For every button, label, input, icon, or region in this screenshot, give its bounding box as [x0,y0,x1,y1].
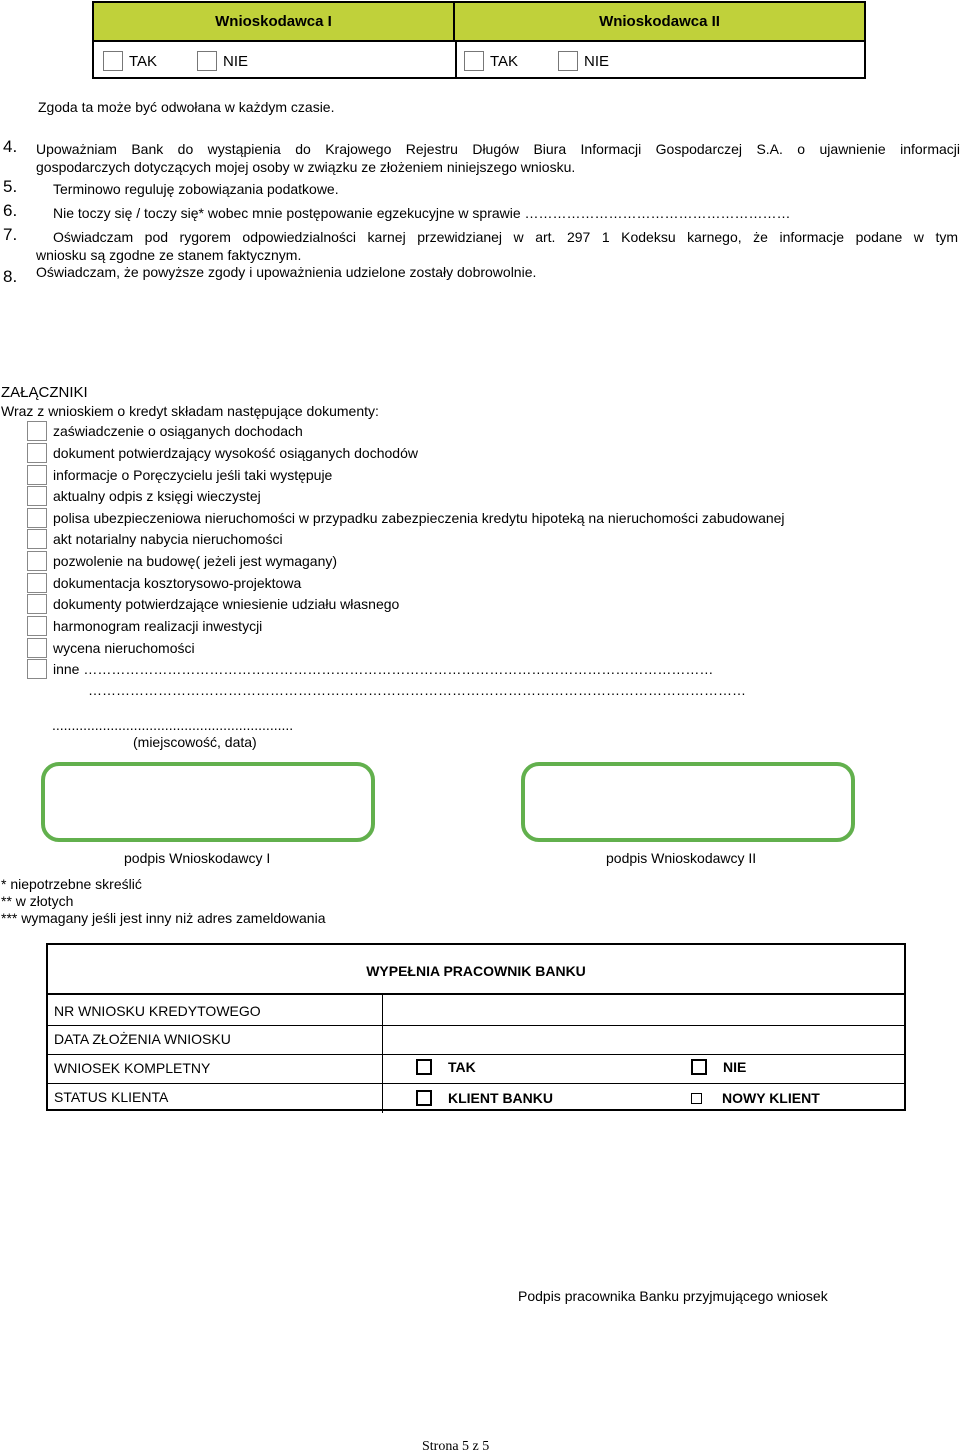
checkbox-icon[interactable] [27,659,47,679]
place-date-label: (miejscowość, data) [133,734,257,750]
checkbox-icon[interactable] [197,51,217,71]
item-text: Upoważniam Bank do wystąpienia do Krajowego Rejestru Długów Biura Informacji Gospodarczej S.A. o ujawnienie informacji [36,141,960,157]
item-text: Oświadczam pod rygorem odpowiedzialności karnej przewidzianej w art. 297 1 Kodeksu karnego, że informacje podane w tym [53,229,958,245]
list-item[interactable]: informacje o Poręczycielu jeśli taki występuje [27,464,332,485]
bank-employee-signature-label: Podpis pracownika Banku przyjmującego wniosek [518,1288,828,1304]
list-item[interactable]: wycena nieruchomości [27,637,195,658]
row-label: STATUS KLIENTA [54,1089,169,1105]
list-item-other[interactable]: inne ……………………………………………………………………………………………………………………… [27,658,952,679]
row-label: DATA ZŁOŻENIA WNIOSKU [54,1031,231,1047]
item-number: 8. [3,267,18,286]
bank-table-title: WYPEŁNIA PRACOWNIK BANKU [48,945,904,995]
item-number: 5. [3,177,18,196]
list-item[interactable]: dokument potwierdzający wysokość osiąganych dochodów [27,442,418,463]
checkbox-icon[interactable] [27,443,47,463]
item-text: Terminowo reguluję zobowiązania podatkowe. [53,181,339,197]
row-divider [382,1055,383,1083]
table-row [48,1026,904,1055]
checkbox-icon[interactable] [27,594,47,614]
checkbox-icon[interactable] [27,508,47,528]
list-item[interactable]: aktualny odpis z księgi wieczystej [27,485,261,506]
bank-staff-table [46,943,906,1111]
checkbox-icon[interactable] [691,1093,702,1104]
row-label: NR WNIOSKU KREDYTOWEGO [54,1003,261,1019]
checkbox-icon[interactable] [27,616,47,636]
checkbox-icon[interactable] [27,465,47,485]
new-client-option[interactable]: NOWY KLIENT [691,1090,820,1106]
item-number: 7. [3,225,18,244]
applicant1-signature-label: podpis Wnioskodawcy I [124,850,271,866]
item-text: Nie toczy się / toczy się* wobec mnie postępowanie egzekucyjne w sprawie ………………………………………………… [53,205,791,221]
table-row [48,995,904,1026]
checkbox-icon[interactable] [416,1059,432,1075]
applicant1-signature-box[interactable] [41,762,375,842]
table-row [48,1055,904,1084]
item-number: 6. [3,201,18,220]
attachments-heading: ZAŁĄCZNIKI [1,384,88,401]
checkbox-icon[interactable] [27,551,47,571]
list-item[interactable]: pozwolenie na budowę( jeżeli jest wymagany) [27,550,337,571]
footnote: * niepotrzebne skreślić [1,876,142,892]
checkbox-icon[interactable] [691,1059,707,1075]
applicant2-signature-box[interactable] [521,762,855,842]
applicant1-tak-option[interactable]: TAK [103,51,157,71]
row-label: WNIOSEK KOMPLETNY [54,1060,211,1076]
consent-note: Zgoda ta może być odwołana w każdym czasie. [38,99,335,115]
applicant2-header: Wnioskodawca II [455,3,864,42]
checkbox-icon[interactable] [27,529,47,549]
existing-client-option[interactable]: KLIENT BANKU [416,1090,553,1106]
checkbox-icon[interactable] [464,51,484,71]
complete-yes-option[interactable]: TAK [416,1059,476,1075]
applicant2-signature-label: podpis Wnioskodawcy II [606,850,757,866]
applicant1-nie-option[interactable]: NIE [197,51,248,71]
list-item[interactable]: akt notarialny nabycia nieruchomości [27,528,283,549]
list-item[interactable]: polisa ubezpieczeniowa nieruchomości w przypadku zabezpieczenia kredytu hipoteką na nieruchomości zabudowanej [27,507,785,528]
page-number: Strona 5 z 5 [422,1439,490,1453]
footnote: *** wymagany jeśli jest inny niż adres zameldowania [1,910,326,926]
checkbox-icon[interactable] [103,51,123,71]
applicant2-tak-option[interactable]: TAK [464,51,518,71]
applicant2-nie-option[interactable]: NIE [558,51,609,71]
checkbox-icon[interactable] [27,638,47,658]
item-text-cont: gospodarczych dotyczących mojej osoby w związku ze złożeniem niniejszego wniosku. [36,159,576,175]
application-number-field[interactable] [382,995,383,1025]
table-row [48,1084,904,1113]
checkbox-icon[interactable] [27,573,47,593]
item-text-cont: wniosku są zgodne ze stanem faktycznym. [36,247,302,263]
checkbox-icon[interactable] [558,51,578,71]
applicant-consent-table [92,1,866,79]
list-item[interactable]: zaświadczenie o osiąganych dochodach [27,420,303,441]
row-divider [382,1084,383,1113]
checkbox-icon[interactable] [27,486,47,506]
checkbox-icon[interactable] [27,421,47,441]
submission-date-field[interactable] [382,1026,383,1054]
list-item[interactable]: dokumenty potwierdzające wniesienie udziału własnego [27,593,399,614]
footnote: ** w złotych [1,893,74,909]
place-date-field[interactable]: .............................................................. [52,717,294,733]
item-number: 4. [3,137,18,156]
list-item[interactable]: dokumentacja kosztorysowo-projektowa [27,572,301,593]
list-item[interactable]: harmonogram realizacji inwestycji [27,615,262,636]
applicant1-header: Wnioskodawca I [94,3,455,42]
item-text: Oświadczam, że powyższe zgody i upoważnienia udzielone zostały dobrowolnie. [36,264,537,280]
other-dots-line: …………………………………………………………………………………………………………………………… [88,682,746,698]
attachments-intro: Wraz z wnioskiem o kredyt składam następujące dokumenty: [1,403,379,419]
checkbox-icon[interactable] [416,1090,432,1106]
table-divider [455,42,457,79]
complete-no-option[interactable]: NIE [691,1059,746,1075]
